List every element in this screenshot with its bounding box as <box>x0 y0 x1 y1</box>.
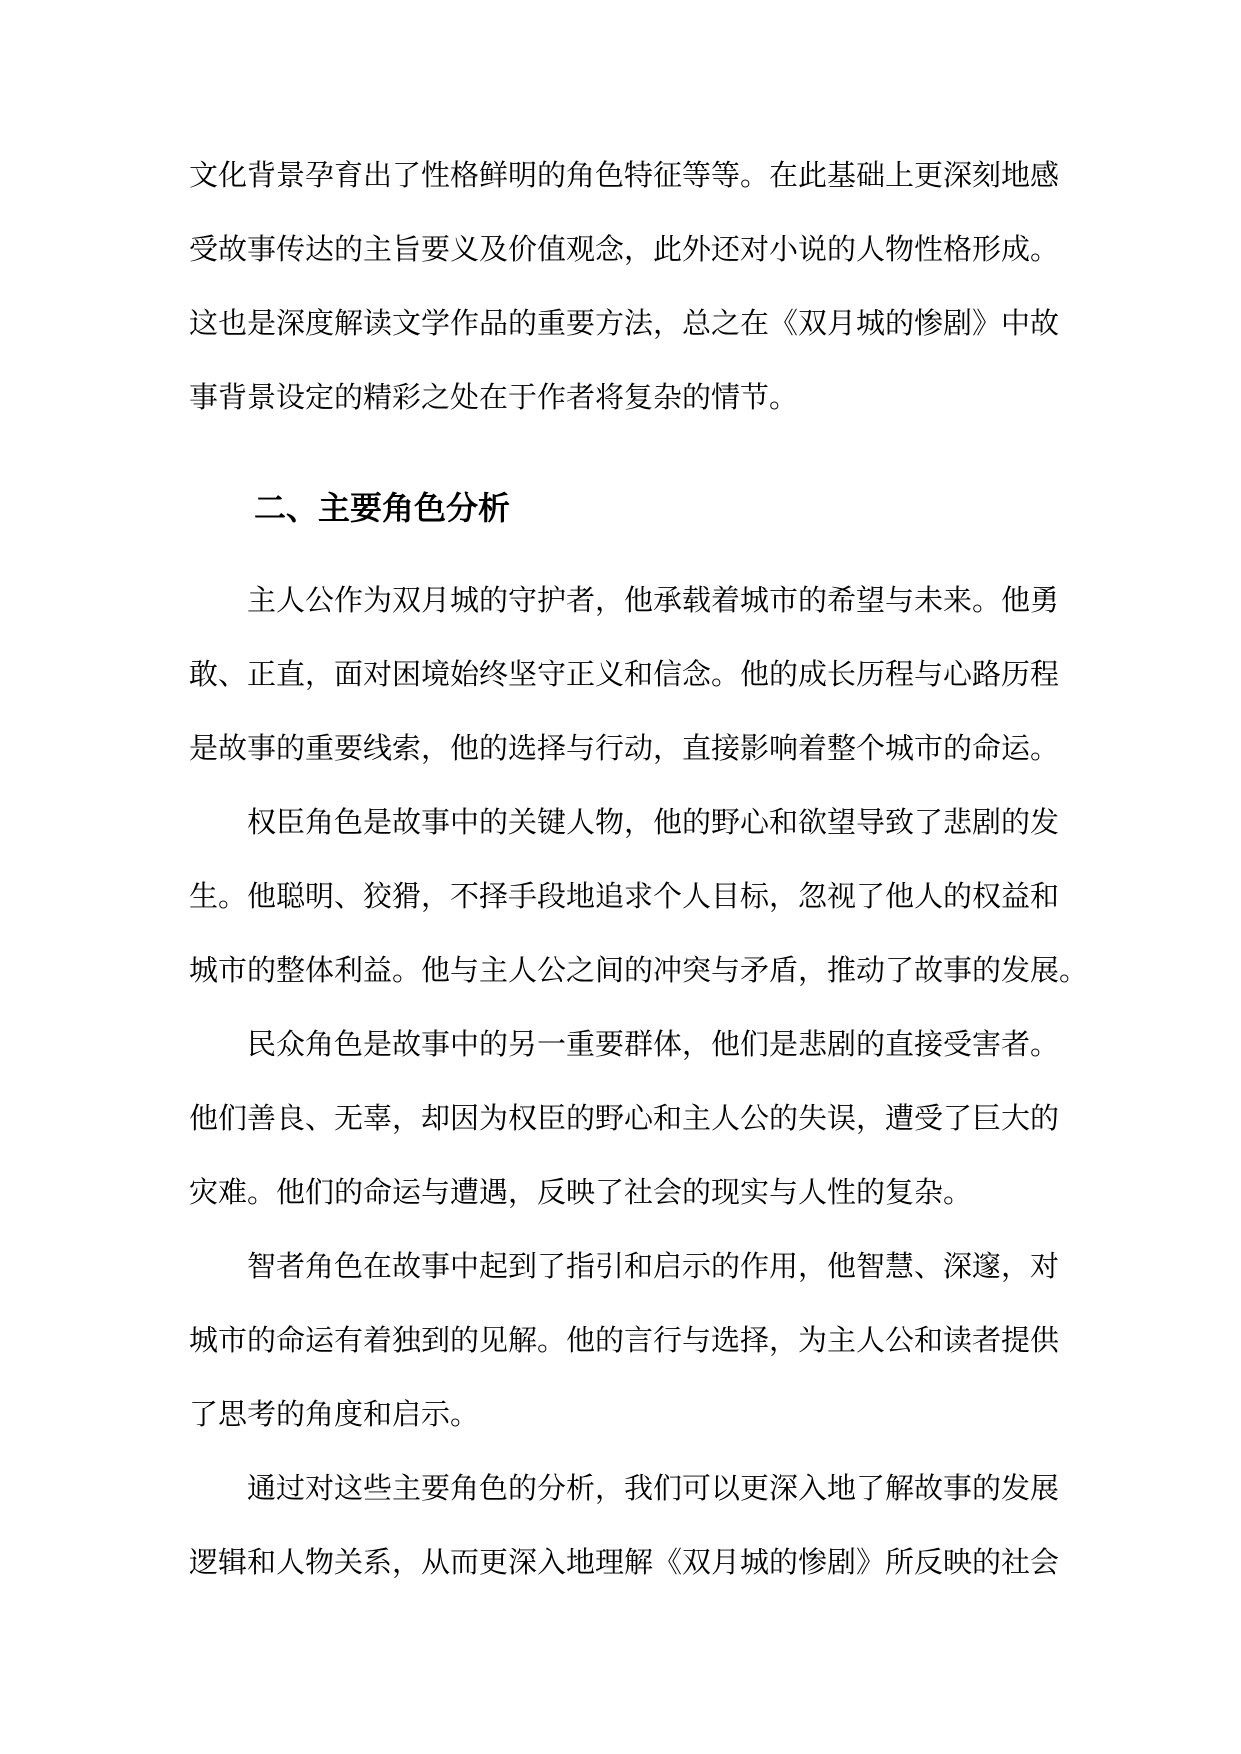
text-line: 这也是深度解读文学作品的重要方法，总之在《双月城的惨剧》中故 <box>189 306 1060 340</box>
text-line: 事背景设定的精彩之处在于作者将复杂的情节。 <box>189 380 799 414</box>
text-line: 敢、正直，面对困境始终坚守正义和信念。他的成长历程与心路历程 <box>189 657 1060 691</box>
text-line: 城市的整体利益。他与主人公之间的冲突与矛盾，推动了故事的发展。 <box>189 953 1089 987</box>
body-paragraph <box>189 785 1089 1007</box>
text-line: 受故事传达的主旨要义及价值观念，此外还对小说的人物性格形成。 <box>189 232 1060 266</box>
text-line: 智者角色在故事中起到了指引和启示的作用，他智慧、深邃，对 <box>247 1249 1060 1283</box>
text-line: 城市的命运有着独到的见解。他的言行与选择，为主人公和读者提供 <box>189 1323 1060 1357</box>
intro-paragraph <box>189 138 1059 434</box>
text-line: 灾难。他们的命运与遭遇，反映了社会的现实与人性的复杂。 <box>189 1175 973 1209</box>
text-line: 了思考的角度和启示。 <box>189 1397 480 1431</box>
body-paragraph <box>189 1451 1059 1599</box>
body-paragraph <box>189 1007 1059 1229</box>
text-line: 文化背景孕育出了性格鲜明的角色特征等等。在此基础上更深刻地感 <box>189 158 1060 192</box>
text-line: 主人公作为双月城的守护者，他承载着城市的希望与未来。他勇 <box>247 583 1060 617</box>
text-line: 通过对这些主要角色的分析，我们可以更深入地了解故事的发展 <box>247 1471 1060 1505</box>
text-line: 逻辑和人物关系，从而更深入地理解《双月城的惨剧》所反映的社会 <box>189 1545 1060 1579</box>
text-line: 生。他聪明、狡猾，不择手段地追求个人目标，忽视了他人的权益和 <box>189 879 1060 913</box>
body-paragraph <box>189 1229 1059 1451</box>
text-line: 民众角色是故事中的另一重要群体，他们是悲剧的直接受害者。 <box>247 1027 1060 1061</box>
section-heading: 二、主要角色分析 <box>254 489 511 527</box>
text-line: 他们善良、无辜，却因为权臣的野心和主人公的失误，遭受了巨大的 <box>189 1101 1060 1135</box>
body-paragraph <box>189 563 1059 785</box>
text-line: 权臣角色是故事中的关键人物，他的野心和欲望导致了悲剧的发 <box>247 805 1060 839</box>
text-line: 是故事的重要线索，他的选择与行动，直接影响着整个城市的命运。 <box>189 731 1060 765</box>
